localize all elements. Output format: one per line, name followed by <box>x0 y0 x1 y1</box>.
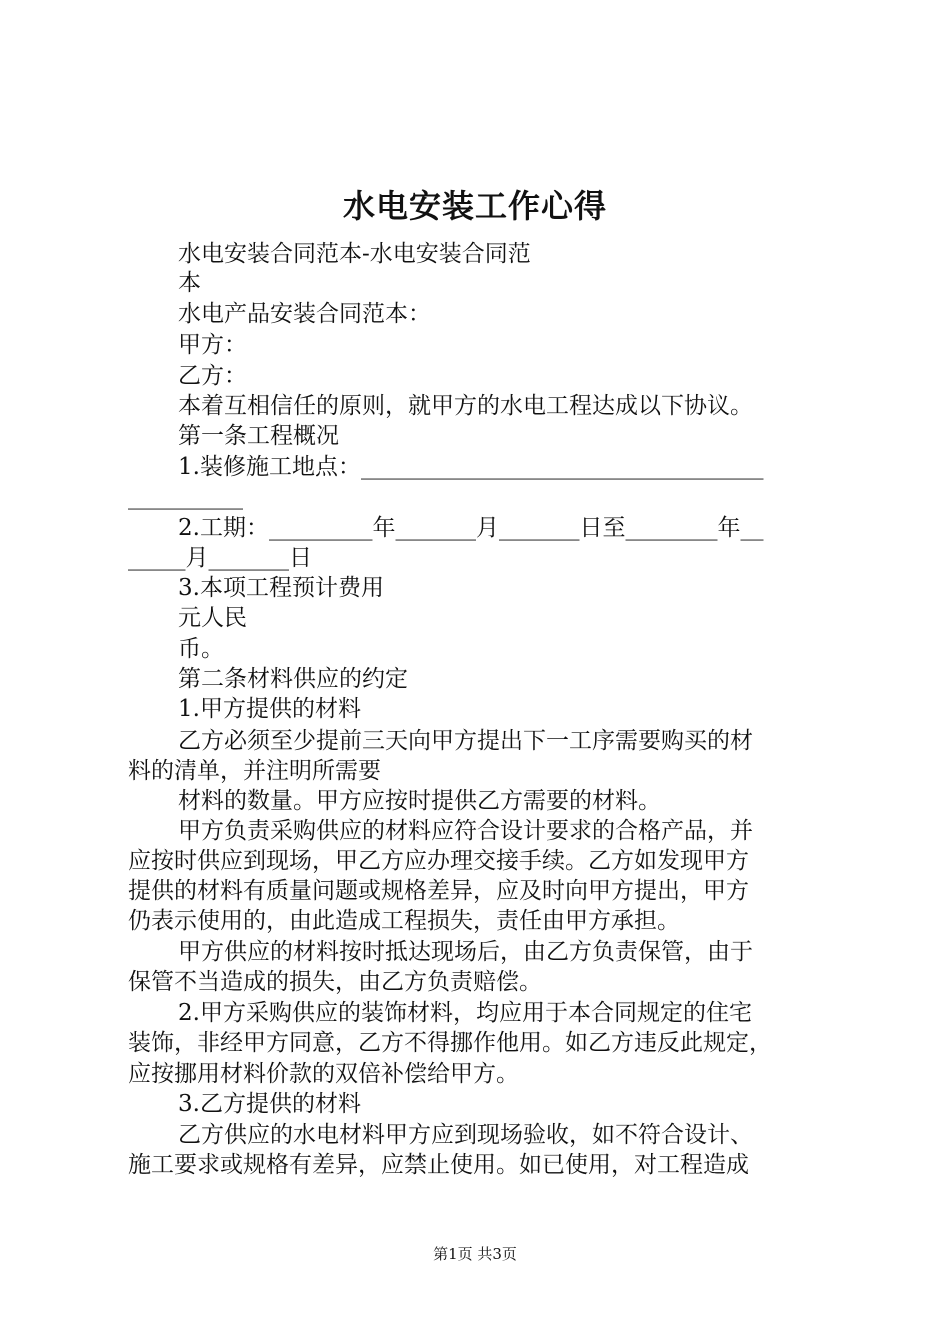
text-line: 材料的数量。甲方应按时提供乙方需要的材料。 <box>178 788 661 814</box>
document-title: 水电安装工作心得 <box>342 187 607 225</box>
text-line: 应按挪用材料价款的双倍补偿给甲方。 <box>128 1061 519 1087</box>
text-line: 应按时供应到现场，甲乙方应办理交接手续。乙方如发现甲方 <box>128 848 749 874</box>
text-line: 水电安装合同范本-水电安装合同范 <box>178 241 531 267</box>
text-line: 2.甲方采购供应的装饰材料，均应用于本合同规定的住宅 <box>178 1000 752 1026</box>
text-line: 本着互相信任的原则，就甲方的水电工程达成以下协议。 <box>178 393 753 419</box>
text-line: _____月_______日 <box>128 545 312 571</box>
text-line: 甲方： <box>178 332 247 358</box>
text-line: 甲方负责采购供应的材料应符合设计要求的合格产品，并 <box>178 818 753 844</box>
text-line: 乙方供应的水电材料甲方应到现场验收，如不符合设计、 <box>178 1122 753 1148</box>
text-line: 施工要求或规格有差异，应禁止使用。如已使用，对工程造成 <box>128 1152 749 1178</box>
text-line: 甲方供应的材料按时抵达现场后，由乙方负责保管，由于 <box>178 939 753 965</box>
text-line: 仍表示使用的，由此造成工程损失，责任由甲方承担。 <box>128 908 680 934</box>
text-line: 1.甲方提供的材料 <box>178 696 361 722</box>
text-line: 水电产品安装合同范本： <box>178 301 431 327</box>
text-line: 3.本项工程预计费用 <box>178 575 384 601</box>
section-heading: 第一条工程概况 <box>178 423 339 449</box>
text-line: 本 <box>178 270 201 296</box>
text-line: 币。 <box>178 636 224 662</box>
text-line: 提供的材料有质量问题或规格差异，应及时向甲方提出，甲方 <box>128 878 749 904</box>
text-line: 保管不当造成的损失，由乙方负责赔偿。 <box>128 969 542 995</box>
text-line: 料的清单，并注明所需要 <box>128 758 381 784</box>
page-footer: 第1页 共3页 <box>433 1245 517 1263</box>
text-line: 乙方： <box>178 363 247 389</box>
text-line: 元人民 <box>178 605 247 631</box>
text-line: 2.工期：_________年_______月_______日至________年__ <box>178 515 764 541</box>
text-line: 1.装修施工地点：___________________________________ <box>178 454 764 480</box>
text-line: __________ <box>128 484 243 510</box>
text-line: 装饰，非经甲方同意，乙方不得挪作他用。如乙方违反此规定， <box>128 1030 772 1056</box>
section-heading: 第二条材料供应的约定 <box>178 666 408 692</box>
text-line: 乙方必须至少提前三天向甲方提出下一工序需要购买的材 <box>178 728 753 754</box>
text-line: 3.乙方提供的材料 <box>178 1091 361 1117</box>
